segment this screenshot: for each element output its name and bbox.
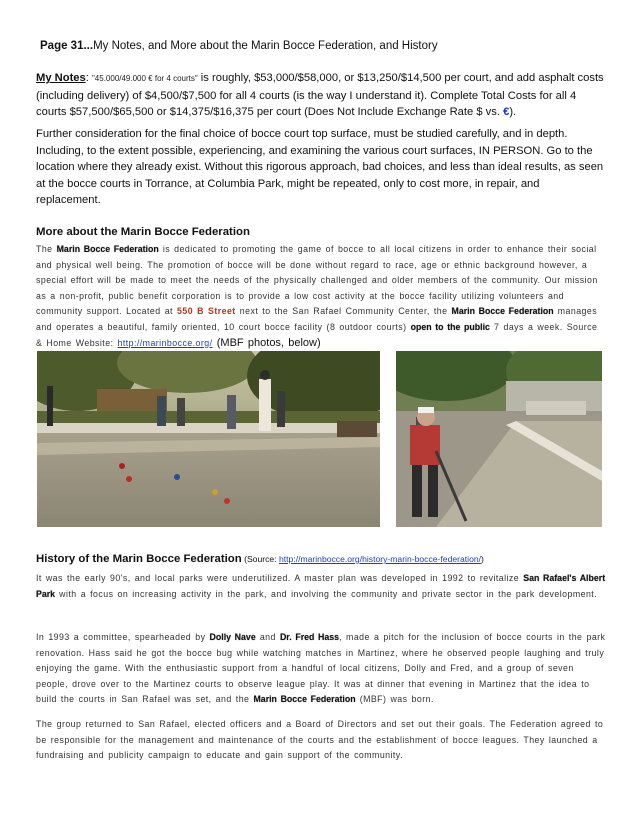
my-notes-label: My Notes bbox=[36, 72, 86, 84]
page-header bbox=[40, 40, 438, 52]
bocce-courts-image bbox=[37, 351, 380, 527]
history-paragraph-3: The group returned to San Rafael, elected officers and a Board of Directors and set out their goals. The Federation agreed to be responsible for the management and maintenance of the courts and the establishment of bocce leagues. They launched a fundraising and publicity campaign to educate and gain support of the community. bbox=[36, 719, 604, 761]
more-about-heading: More about the Marin Bocce Federation bbox=[36, 226, 250, 238]
home-website-link[interactable]: http://marinbocce.org/ bbox=[117, 337, 213, 348]
history-source-link[interactable]: http://marinbocce.org/history-marin-bocce-federation/ bbox=[278, 554, 482, 564]
org-name: Marin Bocce Federation bbox=[253, 694, 356, 705]
notes-quote: "45.000/49.000 € for 4 courts" bbox=[91, 74, 198, 83]
history-paragraph-2: In 1993 a committee, spearheaded by Dolly Nave and Dr. Fred Hass, made a pitch for the inclusion of bocce courts in the park renovation. Hass said he got the bocce bug while watching matches in Martinez, where he observed people laughing and truly enjoying the game. With the enthusiastic support from a handful of local citizens, Dolly and Fred, and a group of seven people, drove over to the Martinez courts to observe league play. It was at dinner that evening in Martinez that the idea to build the courts in San Rafael was set, and the Marin Bocce Federation (MBF) was born. bbox=[36, 632, 606, 705]
org-name: Marin Bocce Federation bbox=[56, 244, 159, 254]
my-notes-paragraph: My Notes: "45.000/49.000 € for 4 courts" is roughly, $53,000/$58,000, or $13,250/$14,500 per court, and add asphalt costs (including delivery) of $4,500/$7,500 for all 4 courts (is the way I understand it). Complete Total Costs for all 4 courts $57,500/$65,500 or $14,375/$16,375 per court (Does Not Include Exchange Rate $ vs. €). bbox=[36, 72, 604, 118]
org-name: Marin Bocce Federation bbox=[451, 306, 554, 317]
history-heading: History of the Marin Bocce Federation (Source: http://marinbocce.org/history-marin-bocce-federation/) bbox=[36, 553, 484, 565]
fred-hass: Dr. Fred Hass bbox=[279, 632, 340, 642]
euro-symbol: € bbox=[503, 106, 510, 118]
further-consideration-paragraph: Further consideration for the final choice of bocce court top surface, must be studied carefully, and in depth. Including, to the extent possible, experiencing, and examining the various court surfaces, IN PERSON. Go to the location where they already exist. Without this rigorous approach, bad choices, and less than ideal results, as seen at the bocce courts in Torrance, at Columbia Park, might be repeated, only to cost more, in repair, and replacement. bbox=[36, 128, 604, 206]
history-paragraph-1: It was the early 90's, and local parks were underutilized. A master plan was developed in 1992 to revitalize San Rafael's Albert Park with a focus on increasing activity in the park, and involving the community and private sector in the park development. bbox=[36, 573, 606, 599]
park-name: San Rafael's Albert Park bbox=[36, 573, 606, 599]
bocce-player-image bbox=[396, 351, 602, 527]
bocce-courts-photo bbox=[37, 351, 380, 527]
more-about-paragraph: The Marin Bocce Federation is dedicated to promoting the game of bocce to all local citizens in order to enhance their social and physical well being. The promotion of bocce will be done without regard to race, age or ethnic background however, a special effort will be made to meet the needs of the physically challenged and older members of the community. Our mission as a non-profit, public benefit corporation is to provide a low cost activity at the bocce facility utilizing volunteers and community support. Located at 550 B Street next to the San Rafael Community Center, the Marin Bocce Federation manages and operates a beautiful, family oriented, 10 court bocce facility (8 outdoor courts) open to the public 7 days a week. Source & Home Website: http://marinbocce.org/ (MBF photos, below) bbox=[36, 244, 598, 349]
page-label: Page 31... bbox=[40, 40, 94, 52]
dolly-nave: Dolly Nave bbox=[209, 632, 256, 642]
open-to-public: open to the public bbox=[410, 321, 490, 332]
address: 550 B Street bbox=[177, 306, 236, 317]
bocce-player-photo bbox=[396, 351, 602, 527]
page-title: My Notes, and More about the Marin Bocce Federation, and History bbox=[93, 40, 438, 52]
